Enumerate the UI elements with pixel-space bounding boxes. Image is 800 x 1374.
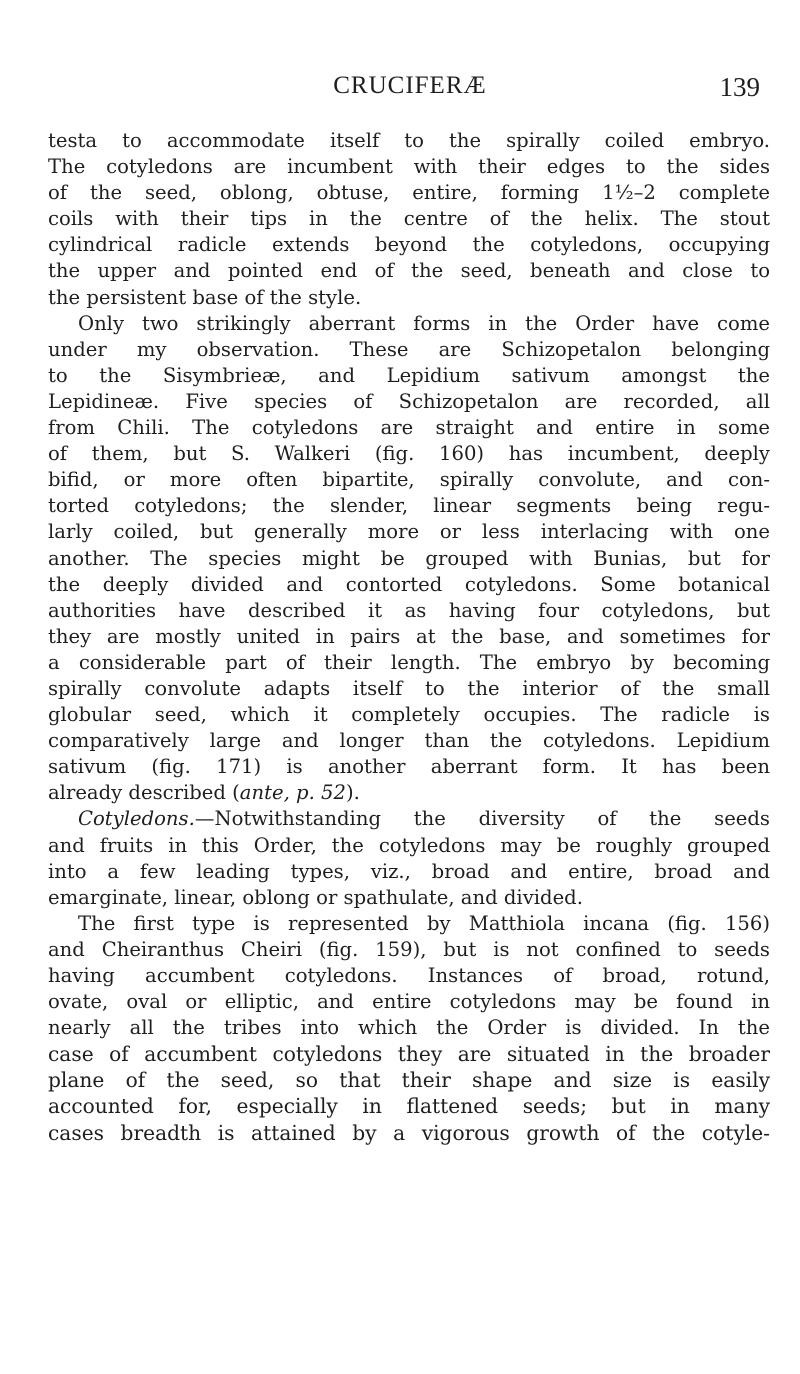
text-line: globular seed, which it completely occupies. The radicle is: [48, 703, 770, 727]
text-line: emarginate, linear, oblong or spathulate, and divided.: [48, 885, 583, 909]
text-line: testa to accommodate itself to the spirally coiled embryo.: [48, 129, 770, 152]
running-title: CRUCIFERÆ: [333, 72, 487, 99]
text-line: cylindrical radicle extends beyond the cotyledons, occupying: [48, 233, 770, 257]
text-line: to the Sisymbrieæ, and Lepidium sativum amongst the: [48, 363, 770, 387]
section-heading: Cotyledons.: [78, 807, 195, 831]
text-line: having accumbent cotyledons. Instances of broad, rotund,: [48, 964, 770, 987]
text-line: The cotyledons are incumbent with their edges to the sides: [48, 155, 770, 179]
text-line: Only two strikingly aberrant forms in the Order have come: [78, 311, 770, 335]
text-run: already described (: [48, 781, 240, 805]
text-line: another. The species might be grouped with Bunias, but for: [48, 546, 770, 570]
text-line: plane of the seed, so that their shape and size is easily: [48, 1068, 770, 1093]
text-line: and fruits in this Order, the cotyledons may be roughly grouped: [48, 833, 770, 857]
text-line: authorities have described it as having four cotyledons, but: [48, 598, 770, 622]
text-line: larly coiled, but generally more or less interlacing with one: [48, 520, 770, 544]
text-line: sativum (fig. 171) is another aberrant form. It has been: [48, 755, 770, 779]
text-line: ovate, oval or elliptic, and entire cotyledons may be found in: [48, 990, 770, 1014]
italic-reference: ante, p. 52: [239, 781, 346, 805]
text-line: spirally convolute adapts itself to the interior of the small: [48, 676, 770, 700]
text-line: and Cheiranthus Cheiri (fig. 159), but is not confined to seeds: [48, 937, 770, 961]
text-line: cases breadth is attained by a vigorous growth of the cotyle-: [48, 1120, 770, 1145]
text-line: they are mostly united in pairs at the base, and sometimes for: [48, 624, 770, 648]
text-line: of the seed, oblong, obtuse, entire, forming 1½–2 complete: [48, 181, 770, 205]
text-line: coils with their tips in the centre of the helix. The stout: [48, 207, 770, 231]
text-line: from Chili. The cotyledons are straight and entire in some: [48, 416, 770, 440]
text-line: bifid, or more often bipartite, spirally convolute, and con-: [48, 468, 770, 492]
text-line: the persistent base of the style.: [48, 285, 362, 309]
text-line: under my observation. These are Schizopetalon belonging: [48, 337, 770, 361]
text-line: torted cotyledons; the slender, linear segments being regu-: [48, 494, 770, 518]
text-line: accounted for, especially in flattened seeds; but in many: [48, 1094, 770, 1119]
text-line: [48, 806, 770, 832]
text-line: into a few leading types, viz., broad and entire, broad and: [48, 859, 770, 883]
text-line: comparatively large and longer than the cotyledons. Lepidium: [48, 729, 770, 753]
text-line: nearly all the tribes into which the Order is divided. In the: [48, 1016, 770, 1040]
running-head: [60, 72, 760, 112]
text-line: The first type is represented by Matthiola incana (fig. 156): [78, 911, 770, 935]
text-line: [48, 780, 770, 806]
body-text: [48, 128, 770, 1146]
text-line: case of accumbent cotyledons they are situated in the broader: [48, 1042, 770, 1067]
text-line: a considerable part of their length. The embryo by becoming: [48, 650, 770, 674]
text-line: Lepidineæ. Five species of Schizopetalon are recorded, all: [48, 389, 770, 413]
page-number: 139: [719, 72, 760, 102]
text-run: —Notwithstanding the diversity of the seeds: [194, 807, 770, 831]
text-line: of them, but S. Walkeri (fig. 160) has incumbent, deeply: [48, 442, 770, 466]
text-run: ).: [345, 781, 360, 805]
text-line: the deeply divided and contorted cotyledons. Some botanical: [48, 572, 770, 596]
text-line: the upper and pointed end of the seed, beneath and close to: [48, 259, 770, 283]
